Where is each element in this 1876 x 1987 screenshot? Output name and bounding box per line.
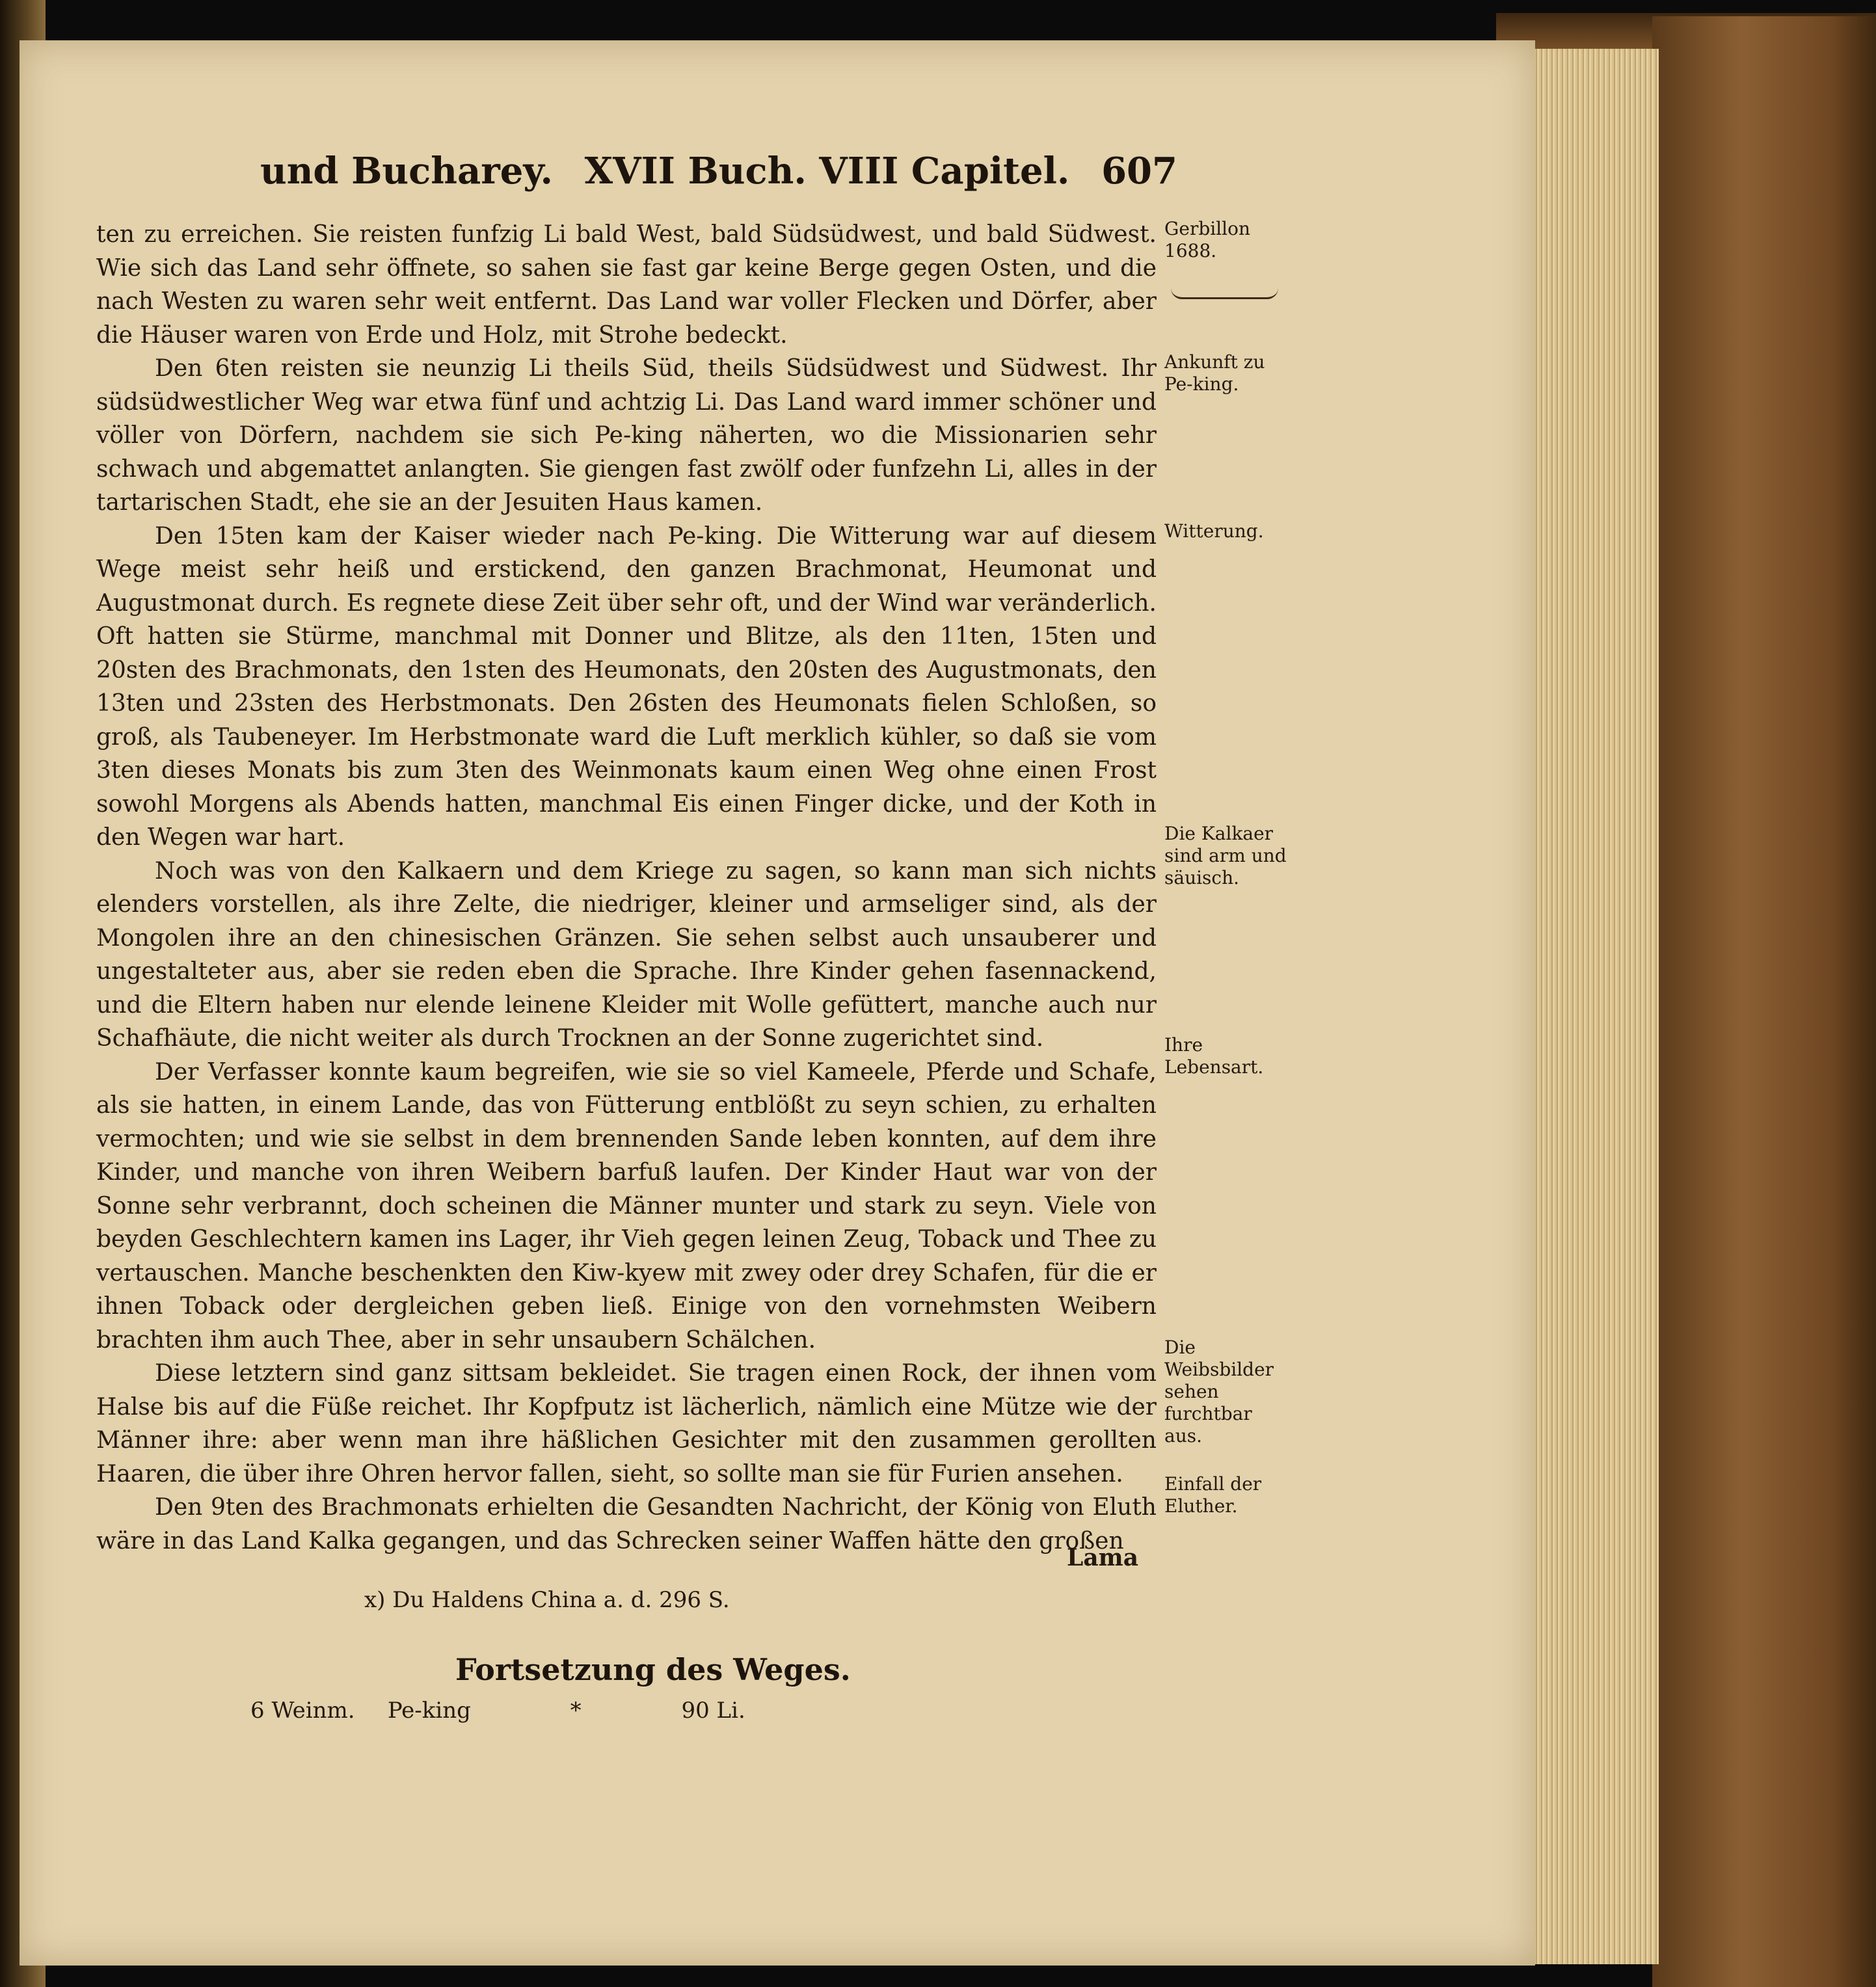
paragraph: Der Verfasser konnte kaum begreifen, wie sie so viel Kameele, Pferde und Schafe, als sie hatten, in einem Lande, das von Fütterung entblößt zu seyn schien, zu erhalten vermochten; und wie sie selbst in dem brennenden Sande leben konnten, auf dem ihre Kinder, und manche von ihren Weibern barfuß laufen. Der Kinder Haut war von der Sonne sehr verbrannt, doch scheinen die Männer munter und stark zu seyn. Viele von beyden Geschlechtern kamen ins Lager, ihr Vieh gegen leinen Zeug, Toback und Thee zu vertauschen. Manche beschenkten den Kiw-kyew mit zwey oder drey Schafen, für die er ihnen Toback oder dergleichen geben ließ. Einige von den vornehmsten Weibern brachten ihm auch Thee, aber in sehr unsaubern Schälchen. [96, 1058, 1157, 1354]
running-header [260, 148, 1177, 194]
sidenote: Gerbillon 1688. [1164, 218, 1251, 261]
paragraph: Den 9ten des Brachmonats erhielten die Gesandten Nachricht, der König von Eluth wäre in das Land Kalka gegangen, und das Schrecken seiner Waffen hätte den großen [96, 1494, 1157, 1554]
paragraph: Noch was von den Kalkaern und dem Kriege zu sagen, so kann man sich nichts elenders vorstellen, als ihre Zelte, die niedriger, kleiner und armseliger sind, als der Mongolen ihre an den chinesischen Gränzen. Sie sehen selbst auch unsauberer und ungestalteter aus, aber sie reden eben die Sprache. Ihre Kinder gehen fasennackend, und die Eltern haben nur elende leinene Kleider mit Wolle gefüttert, manche auch nur Schafhäute, die nicht weiter als durch Trocknen an der Sonne zugerichtet sind. [96, 857, 1157, 1052]
paragraph: Diese letztern sind ganz sittsam bekleidet. Sie tragen einen Rock, der ihnen vom Halse bis auf die Füße reichet. Ihr Kopfputz ist lächerlich, nämlich eine Mütze wie der Männer ihre: aber wenn man ihre häßlichen Gesichter mit den zusammen gerollten Haaren, die über ihre Ohren hervor fallen, sieht, so sollte man sie für Furien ansehen. [96, 1360, 1157, 1487]
body-text [96, 218, 1157, 1558]
table-title: Fortsetzung des Weges. [455, 1652, 851, 1687]
page-number: 607 [1101, 150, 1177, 193]
sidenote: Witterung. [1164, 520, 1264, 542]
header-center: XVII Buch. VIII Capitel. [584, 150, 1070, 193]
sidenote: Einfall der Eluther. [1164, 1473, 1262, 1517]
header-left: und Bucharey. [260, 150, 553, 193]
catchword: Lama [1067, 1544, 1139, 1571]
paragraph: Den 15ten kam der Kaiser wieder nach Pe-king. Die Witterung war auf diesem Wege meist sehr heiß und erstickend, den ganzen Brachmonat, Heumonat und Augustmonat durch. Es regnete diese Zeit über sehr oft, und der Wind war veränderlich. Oft hatten sie Stürme, manchmal mit Donner und Blitze, als den 11ten, 15ten und 20sten des Brachmonats, den 1sten des Heumonats, den 20sten des Augustmonats, den 13ten und 23sten des Herbstmonats. Den 26sten des Heumonats fielen Schloßen, so groß, als Taubeneyer. Im Herbstmonate ward die Luft merklich kühler, so daß sie vom 3ten dieses Monats bis zum 3ten des Weinmonats kaum einen Weg ohne einen Frost sowohl Morgens als Abends hatten, manchmal Eis einen Finger dicke, und der Koth in den Wegen war hart. [96, 522, 1157, 851]
sidenote-bracket [1171, 288, 1278, 299]
sidenote: Ihre Lebensart. [1164, 1034, 1264, 1078]
book-cover [1652, 16, 1876, 1987]
row-separator: * [570, 1698, 582, 1724]
row-place: Pe-king [387, 1698, 471, 1724]
footnote: x) Du Haldens China a. d. 296 S. [364, 1587, 730, 1613]
table-row [250, 1698, 745, 1724]
row-distance: 90 Li. [681, 1698, 745, 1724]
sidenote: Die Weibsbilder sehen furchtbar aus. [1164, 1337, 1274, 1447]
row-date: 6 Weinm. [250, 1698, 355, 1724]
paragraph: Den 6ten reisten sie neunzig Li theils Süd, theils Südsüdwest und Südwest. Ihr südsüdwestlicher Weg war etwa fünf und achtzig Li. Das Land ward immer schöner und völler von Dörfern, nachdem sie sich Pe-king näherten, wo die Missionarien sehr schwach und abgemattet anlangten. Sie giengen fast zwölf oder funfzehn Li, alles in der tartarischen Stadt, ehe sie an der Jesuiten Haus kamen. [96, 355, 1157, 516]
paragraph: ten zu erreichen. Sie reisten funfzig Li bald West, bald Südsüdwest, und bald Südwest. Wie sich das Land sehr öffnete, so sahen sie fast gar keine Berge gegen Osten, und die nach Westen zu waren sehr weit entfernt. Das Land war voller Flecken und Dörfer, aber die Häuser waren von Erde und Holz, mit Strohe bedeckt. [96, 221, 1157, 349]
sidenote: Die Kalkaer sind arm und säuisch. [1164, 823, 1287, 888]
sidenote: Ankunft zu Pe-king. [1164, 351, 1265, 395]
